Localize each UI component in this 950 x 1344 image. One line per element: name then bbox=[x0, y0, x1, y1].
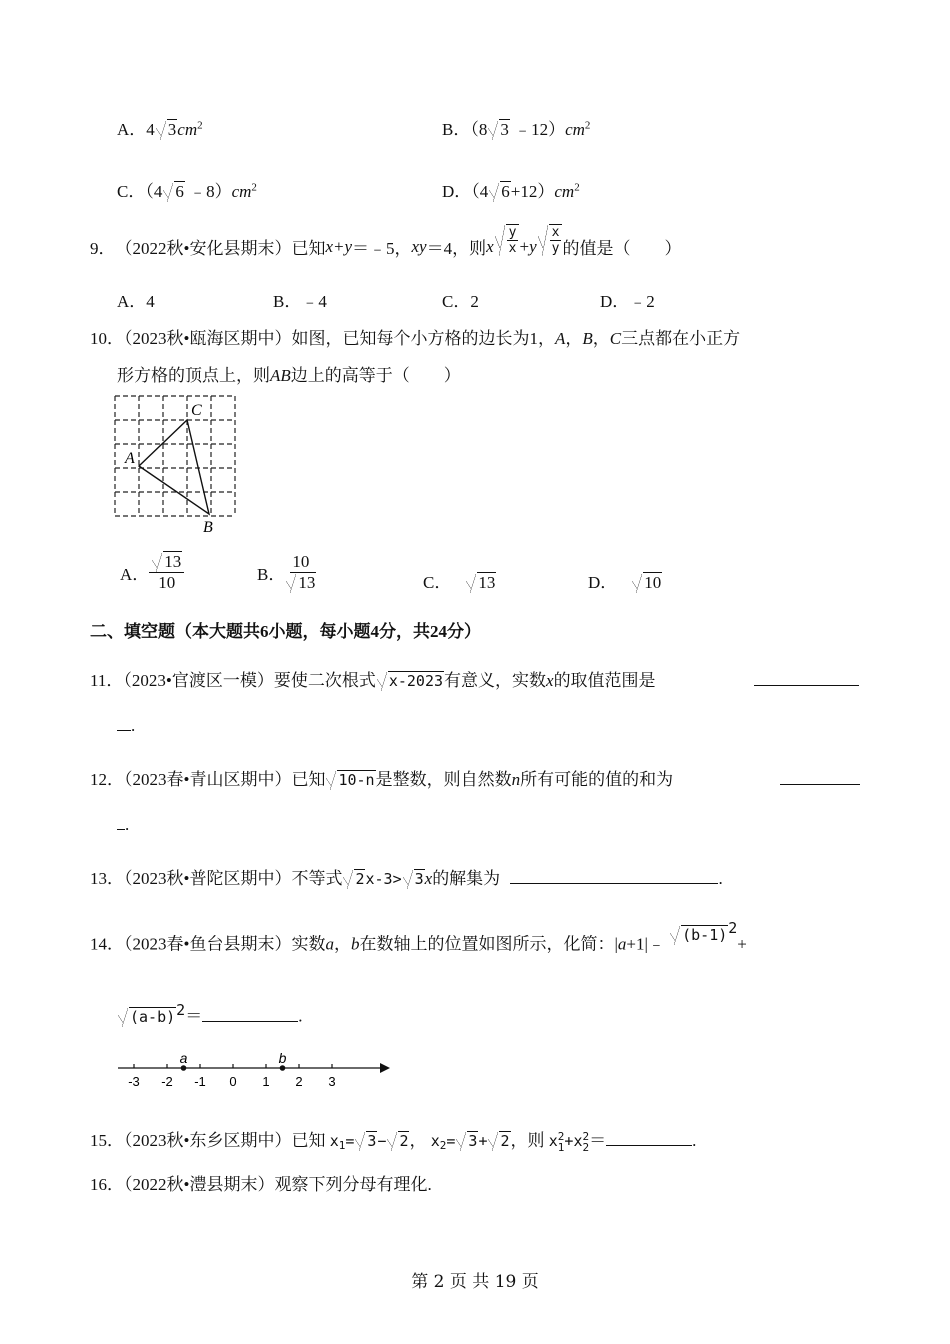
axis-tick-label: 1 bbox=[262, 1074, 270, 1089]
q10-option-d: D． 10 bbox=[588, 573, 662, 592]
q8-option-d: D．（4 $6+12)cm^2$ bbox=[442, 181, 580, 201]
axis-tick-label: 3 bbox=[328, 1074, 336, 1089]
q8-option-b: B．（8 3 $﹣12)cm^2$ bbox=[442, 119, 591, 139]
q10-option-c: C． 13 bbox=[423, 573, 496, 592]
point-b-label: b bbox=[278, 1050, 287, 1066]
axis-tick-label: 0 bbox=[229, 1074, 237, 1089]
q9-option-d: D．﹣2 bbox=[600, 292, 655, 311]
q10-option-a: A． $\frac{13}{10}$ bbox=[120, 552, 184, 593]
q12-answer-blank[interactable] bbox=[780, 767, 860, 785]
q16-stem: 16．（2022秋•澧县期末）观察下列分母有理化. bbox=[90, 1175, 432, 1194]
q13-answer-blank[interactable] bbox=[510, 869, 718, 884]
point-a-dot bbox=[181, 1065, 187, 1071]
q14-stem-line2: (a-b)2＝ . bbox=[117, 1001, 302, 1027]
axis-arrow bbox=[380, 1063, 390, 1073]
axis-tick-label: -3 bbox=[128, 1074, 140, 1089]
q10-option-b: B． $\frac{10}{13}$ bbox=[257, 552, 316, 592]
q13-stem: 13．（2023秋•普陀区期中）不等式 2x-3> 3x的解集为 . bbox=[90, 869, 723, 888]
q15-stem: 15．（2023秋•东乡区期中）已知 x1= 3− 2， x2= 3+ 2，则 x 2 1 +x 2 2 ＝ . bbox=[90, 1130, 697, 1155]
point-b-dot bbox=[280, 1065, 286, 1071]
q14-stem: 14．（2023春•鱼台县期末）实数a，b在数轴上的位置如图所示，化简：|a+1|﹣ (b-1)2+ bbox=[90, 919, 747, 954]
q11-answer-blank[interactable] bbox=[754, 668, 859, 686]
label-b: B bbox=[203, 519, 213, 536]
triangle-abc bbox=[139, 420, 209, 514]
q10-grid-figure bbox=[105, 388, 245, 538]
q15-answer-blank[interactable] bbox=[606, 1131, 692, 1146]
point-a-label: a bbox=[179, 1050, 188, 1066]
q12-tail: . bbox=[117, 815, 129, 835]
label-c: C bbox=[191, 402, 202, 419]
label-a: A bbox=[125, 450, 135, 467]
q9-option-b: B．﹣4 bbox=[273, 292, 327, 311]
q9-option-c: C．2 bbox=[442, 292, 479, 311]
section-2-title: 二、填空题（本大题共6小题，每小题4分，共24分） bbox=[90, 622, 481, 641]
axis-tick-label: 2 bbox=[295, 1074, 303, 1089]
q11-tail: . bbox=[117, 716, 135, 736]
q10-stem-line1: 10．（2023秋•瓯海区期中）如图，已知每个小方格的边长为1，A，B，C三点都在小正方 bbox=[90, 329, 741, 348]
q9-stem: 9． （2022秋•安化县期末）已知 x+y ＝﹣5， xy ＝4，则 x $\frac{y}{x}$ + y $\frac{x}{y}$ 的值是（ ） bbox=[90, 224, 682, 258]
q14-answer-blank[interactable] bbox=[202, 1007, 298, 1022]
q9-option-a: A．4 bbox=[117, 292, 155, 311]
q11-stem: 11．（2023•官渡区一模）要使二次根式 x-2023有意义，实数x的取值范围是 bbox=[90, 671, 656, 690]
q8-option-c: C．（4 6 $﹣8)cm^2$ bbox=[117, 181, 257, 201]
q12-stem: 12．（2023春•青山区期中）已知 10-n是整数，则自然数n所有可能的值的和为 bbox=[90, 770, 674, 789]
axis-tick-label: -2 bbox=[161, 1074, 173, 1089]
page-footer: 第 2 页 共 19 页 bbox=[411, 1272, 539, 1292]
q8-option-a: A．4 $3cm^2$ bbox=[117, 119, 203, 139]
q10-stem-line2: 形方格的顶点上，则AB边上的高等于（ ） bbox=[117, 366, 461, 385]
axis-tick-label: -1 bbox=[194, 1074, 206, 1089]
q14-number-line bbox=[110, 1044, 400, 1090]
